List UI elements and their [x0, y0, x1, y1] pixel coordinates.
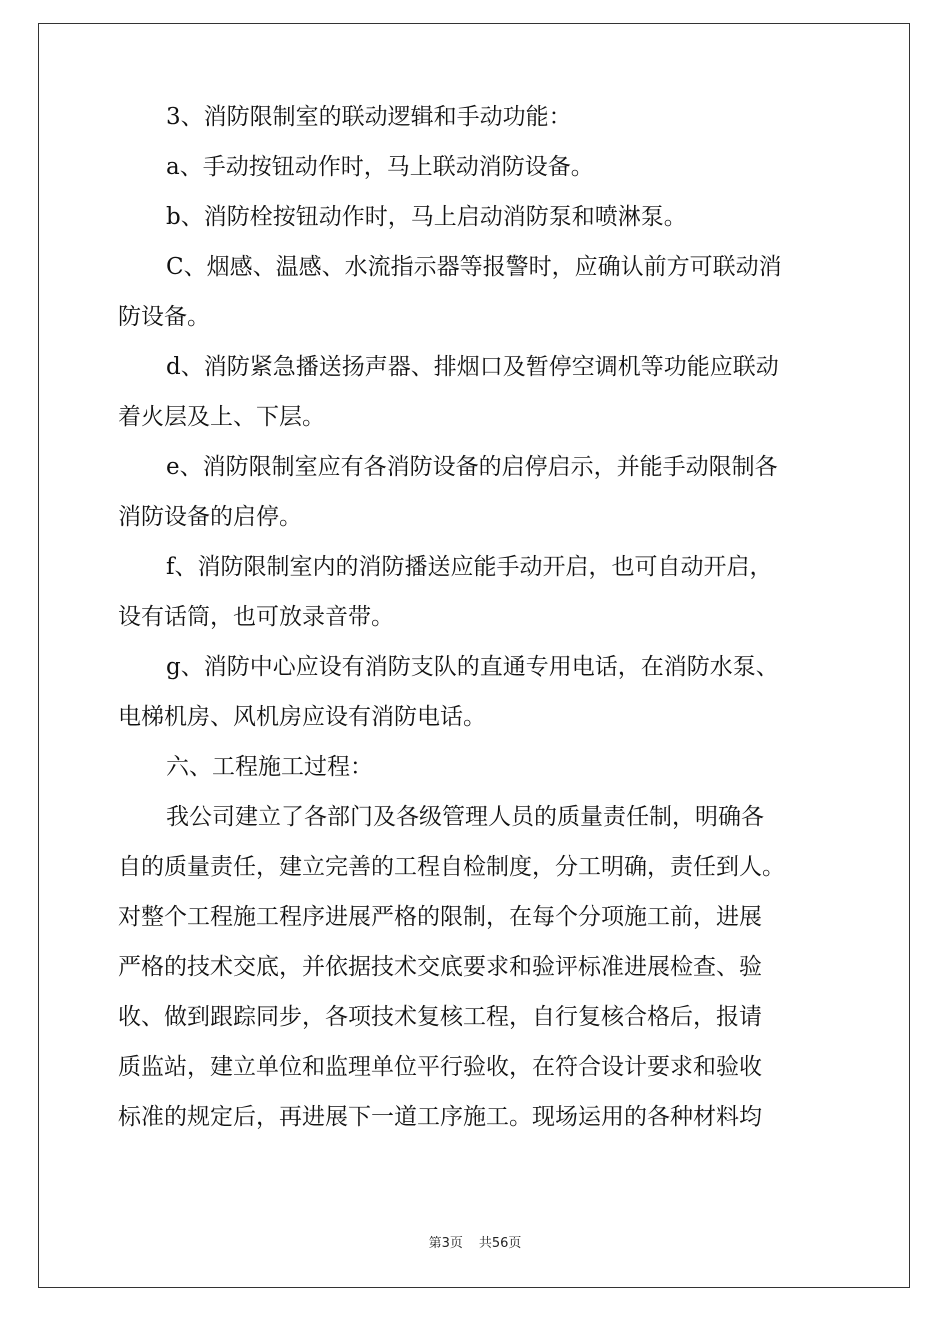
text-line-7: 着火层及上、下层。: [118, 404, 325, 430]
total-pages: 共56页: [478, 1236, 522, 1251]
text-line-2: a、手动按钮动作时，马上联动消防设备。: [166, 154, 594, 180]
page-footer: [0, 1232, 950, 1251]
text-line-1: 3、消防限制室的联动逻辑和手动功能：: [166, 104, 572, 130]
text-line-20: 质监站，建立单位和监理单位平行验收，在符合设计要求和验收: [118, 1054, 762, 1080]
text-line-15: 我公司建立了各部门及各级管理人员的质量责任制，明确各: [166, 804, 764, 830]
text-line-16: 自的质量责任，建立完善的工程自检制度，分工明确，责任到人。: [118, 854, 785, 880]
text-line-10: f、消防限制室内的消防播送应能手动开启，也可自动开启，: [166, 554, 773, 580]
section-heading: 六、工程施工过程：: [166, 754, 373, 780]
text-line-13: 电梯机房、风机房应设有消防电话。: [118, 704, 486, 730]
text-line-3: b、消防栓按钮动作时，马上启动消防泵和喷淋泵。: [166, 204, 687, 230]
text-line-19: 收、做到跟踪同步，各项技术复核工程，自行复核合格后，报请: [118, 1004, 762, 1030]
text-line-6: d、消防紧急播送扬声器、排烟口及暂停空调机等功能应联动: [166, 354, 779, 380]
text-line-5: 防设备。: [118, 304, 210, 330]
text-line-8: e、消防限制室应有各消防设备的启停启示，并能手动限制各: [166, 454, 778, 480]
text-line-18: 严格的技术交底，并依据技术交底要求和验评标准进展检查、验: [118, 954, 762, 980]
page-number: 第3页: [428, 1236, 463, 1251]
text-line-12: g、消防中心应设有消防支队的直通专用电话，在消防水泵、: [166, 654, 779, 680]
text-line-21: 标准的规定后，再进展下一道工序施工。现场运用的各种材料均: [118, 1104, 762, 1130]
text-line-4: C、烟感、温感、水流指示器等报警时，应确认前方可联动消: [166, 254, 782, 280]
text-line-9: 消防设备的启停。: [118, 504, 302, 530]
text-line-17: 对整个工程施工程序进展严格的限制，在每个分项施工前，进展: [118, 904, 762, 930]
text-line-11: 设有话筒，也可放录音带。: [118, 604, 394, 630]
